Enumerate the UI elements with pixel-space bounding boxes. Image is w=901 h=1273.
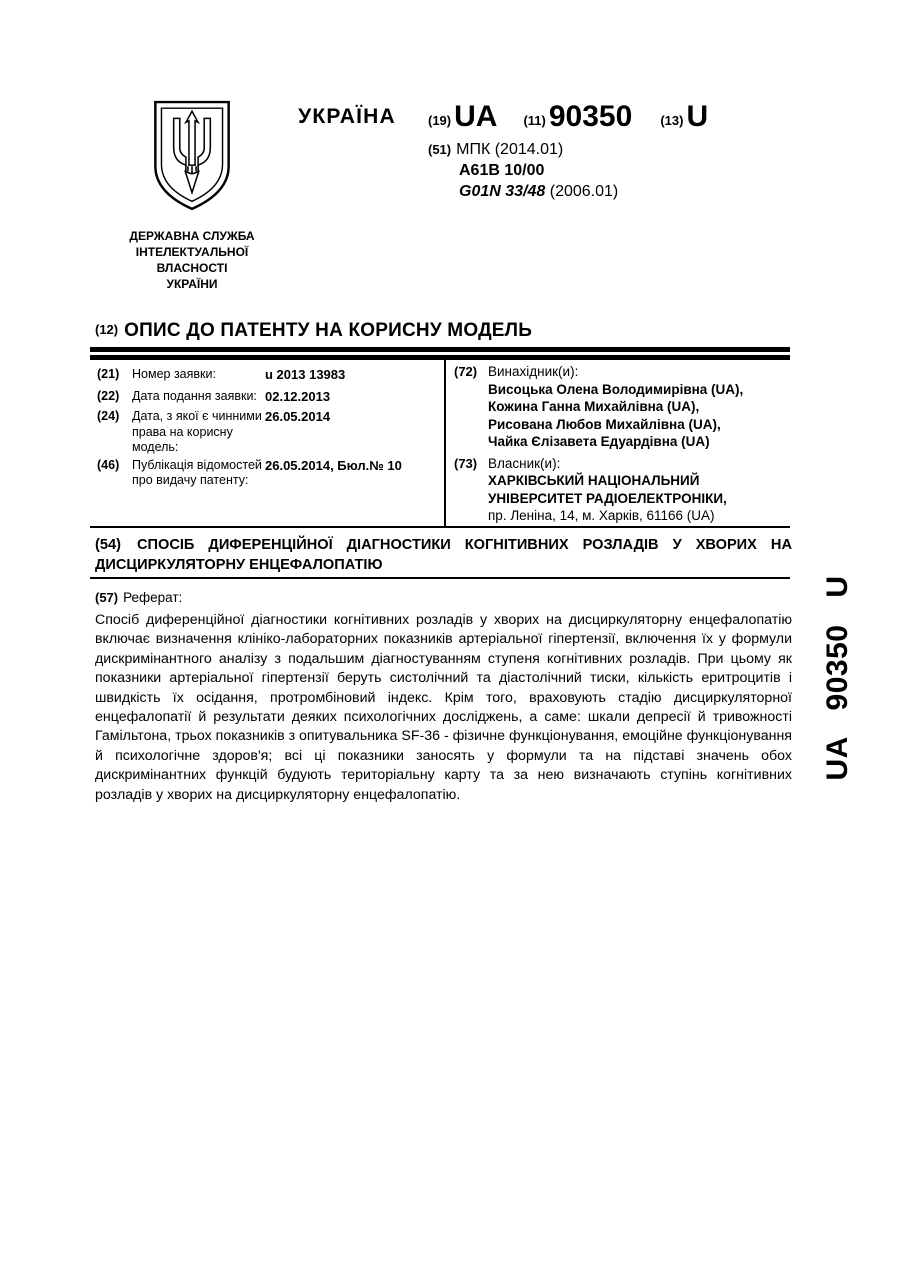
biblio-row-46 [97,458,442,489]
ipc-code-2-text: G01N 33/48 [459,183,546,200]
agency-line: УКРАЇНИ [166,277,218,291]
issuing-agency [116,228,268,292]
owner-name-line: УНІВЕРСИТЕТ РАДІОЕЛЕКТРОНІКИ, [488,490,727,506]
abstract-text: Спосіб диференційної діагностики когнітивних розладів у хворих на дисциркуляторну енцефалопатію включає визначення клініко-лабораторних показників артеріальної гіпертензії, включення їх у формули дискримінантного аналізу з подальшим діагностуванням ступеня когнітивних розладів. При цьому як показники артеріальної гіпертензії беруть систолічний та діастолічний тиски, кількість еритроцитів і швидкість їх осідання, протромбіновий індекс. Крім того, враховують стадію дисциркуляторної енцефалопатії й результати деяких психологічних досліджень, а саме: шкали депресії й тривожності Гамільтона, трьох показників з опитувальника SF-36 - фізичне функціонування, емоційне функціонування й психологічне здоров'я; всі ці показники заносять у формули та на підставі значень обох дискримінантних функцій будують територіальну карту та за нею визначають ступінь когнітивних розладів у хворих на дисциркуляторну енцефалопатію. [95,612,792,803]
code-51-label: (51) [428,142,452,157]
owner-label: Власник(и): [488,455,561,471]
code-13-value: U [686,100,709,133]
code-11-value: 90350 [548,100,633,133]
abstract-heading [95,589,182,607]
inventor-name: Кожина Ганна Михайлівна (UA), [488,399,700,414]
field-number: (72) [454,364,478,379]
agency-line: ДЕРЖАВНА СЛУЖБА [129,229,255,243]
field-number: (24) [97,409,120,423]
biblio-row-21 [97,367,442,383]
code-57-label: (57) [95,590,119,605]
ukraine-coat-of-arms-icon [151,99,233,213]
ipc-code-1-text: A61B 10/00 [459,162,545,179]
side-publication-code: UA 90350 U [821,575,854,781]
code-19-label: (19) [428,113,452,128]
field-number: (21) [97,367,120,381]
agency-line: ІНТЕЛЕКТУАЛЬНОЇ [135,245,249,259]
field-label: Дата подання заявки: [132,388,257,403]
ipc-edition: МПК (2014.01) [456,141,564,158]
ipc-header [428,141,808,159]
field-value: 26.05.2014, Бюл.№ 10 [265,457,402,473]
country-name: УКРАЇНА [298,105,396,128]
biblio-row-24 [97,409,442,456]
ipc-code-1 [459,162,808,180]
inventor-name: Рисована Любов Михайлівна (UA), [488,416,721,432]
code-12-label: (12) [95,322,119,337]
field-label: Номер заявки: [132,367,216,381]
inventor-name: Висоцька Олена Володимирівна (UA), [488,381,744,397]
biblio-left-column [97,367,442,489]
owner-name-line: ХАРКІВСЬКИЙ НАЦІОНАЛЬНИЙ [488,473,700,488]
section-rule [90,577,790,579]
field-number: (22) [97,388,120,403]
inventor-name: Чайка Єлізавета Едуардівна (UA) [488,434,710,449]
field-value: 26.05.2014 [265,409,331,424]
code-54-label: (54) [95,537,121,553]
inventors-label: Винахідник(и): [488,364,579,379]
field-label: Дата, з якої є чинними права на корисну модель: [132,409,262,454]
field-label: Публікація відомостей про видачу патенту: [132,457,262,487]
invention-title [95,536,792,575]
code-11-label: (11) [523,113,546,128]
code-19-value: UA [454,100,498,133]
inventors-block [445,363,792,451]
field-number: (73) [454,455,478,471]
document-type-text: ОПИС ДО ПАТЕНТУ НА КОРИСНУ МОДЕЛЬ [124,320,533,341]
owner-block [445,455,792,525]
field-value: 02.12.2013 [265,388,331,404]
field-value: u 2013 13983 [265,367,346,382]
biblio-row-22 [97,389,442,405]
code-13-label: (13) [660,113,684,128]
section-rule [90,526,790,528]
abstract-heading-text: Реферат: [123,590,183,605]
invention-title-text: СПОСІБ ДИФЕРЕНЦІЙНОЇ ДІАГНОСТИКИ КОГНІТИВНИХ РОЗЛАДІВ У ХВОРИХ НА ДИСЦИРКУЛЯТОРНУ ЕНЦЕФАЛОПАТІЮ [95,537,792,573]
agency-line: ВЛАСНОСТІ [156,261,228,275]
header-codes [428,102,808,201]
double-rule-divider [90,347,790,360]
kind-code-line [428,102,808,132]
ipc-code-2-year: (2006.01) [549,183,619,200]
owner-address: пр. Леніна, 14, м. Харків, 61166 (UA) [488,508,715,523]
ipc-code-2 [459,183,808,201]
document-type-title [95,320,532,342]
biblio-right-column [445,363,792,525]
field-number: (46) [97,457,120,472]
